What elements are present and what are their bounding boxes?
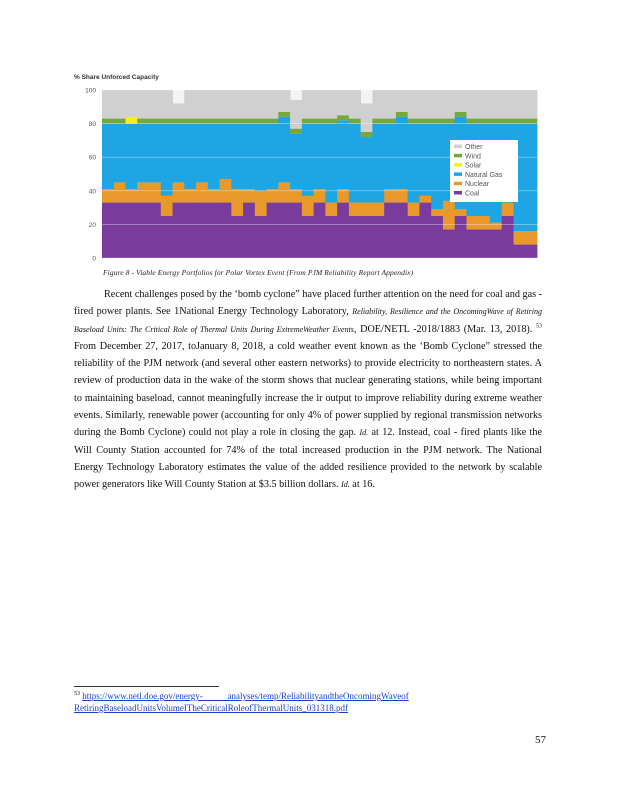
bar-segment-wind [196,119,208,124]
y-tick-label: 20 [88,221,96,229]
bar-segment-wind [466,119,478,124]
bar-segment-other [478,90,490,119]
bar-segment-solar [126,117,138,124]
bar-segment-other [466,90,478,119]
bar-segment-wind [431,119,443,124]
bar-segment-other [337,90,349,115]
bar-segment-wind [161,119,173,124]
bar-segment-coal [513,245,525,258]
bar-segment-other [220,90,232,119]
bar-segment-other [137,90,149,119]
bar-segment-coal [267,203,279,258]
bar-segment-natural-gas [161,124,173,196]
bar-segment-nuclear [302,196,314,216]
bar-segment-wind [278,112,290,117]
bar-segment-coal [220,203,232,258]
body-text-5: at 16. [352,479,375,491]
bar-segment-nuclear [149,182,161,202]
bar-segment-coal [302,216,314,258]
bar-segment-natural-gas [396,117,408,189]
y-tick-label: 100 [85,87,96,95]
bar-segment-other [102,90,114,119]
bar-segment-other [208,90,220,119]
bar-segment-other [161,90,173,119]
bar-segment-natural-gas [196,124,208,183]
bar-segment-wind [255,119,267,124]
bar-segment-other [302,90,314,119]
bar-segment-natural-gas [384,124,396,190]
bar-segment-natural-gas [302,124,314,196]
body-text-4: at 12. Instead, coal - fired plants like the Will County Station accounted for 74% of the total increased production in the PJM network. The National Energy Technology Laboratory estimates the value of the added resilience provided to the network by scalable power generators like Will County Station at $3.5 billion dollars. [74,427,543,491]
bar-segment-other [419,90,431,119]
bar-segment-wind [325,119,337,124]
bar-segment-nuclear [184,189,196,202]
bar-segment-nuclear [431,209,443,216]
bar-segment-natural-gas [419,124,431,196]
bar-segment-nuclear [513,231,525,244]
bar-segment-nuclear [443,201,455,230]
bar-segment-wind [267,119,279,124]
legend-label: Nuclear [465,181,490,189]
bar-segment-nuclear [372,203,384,216]
bar-segment-other [502,90,514,119]
bar-segment-natural-gas [314,124,326,190]
bar-segment-coal [137,203,149,258]
bar-segment-coal [361,216,373,258]
bar-segment-wind [502,119,514,124]
bar-segment-coal [196,203,208,258]
bar-segment-nuclear [455,209,467,216]
bar-segment-nuclear [396,189,408,202]
bar-segment-wind [231,119,243,124]
legend-label: Coal [465,190,480,198]
bar-segment-coal [384,203,396,258]
bar-segment-natural-gas [220,124,232,179]
bar-segment-nuclear [325,203,337,216]
bar-segment-nuclear [173,182,185,202]
footnote-url-line-1[interactable]: https://www.netl.doe.gov/energy- analyses/temp/ReliabilityandtheOncomingWaveof [82,691,409,701]
bar-segment-coal [502,216,514,258]
bar-segment-wind [290,129,302,134]
figure-chart [74,74,554,270]
bar-segment-coal [478,229,490,258]
bar-segment-wind [137,119,149,124]
bar-segment-other [431,90,443,119]
bar-segment-natural-gas [137,124,149,183]
bar-segment-natural-gas [184,124,196,190]
bar-segment-other [455,90,467,112]
page-number: 57 [535,734,546,746]
bar-segment-other [349,90,361,119]
bar-segment-natural-gas [208,124,220,190]
body-paragraph [74,286,542,494]
bar-segment-nuclear [126,189,138,202]
bar-segment-coal [466,229,478,258]
bar-segment-wind [349,119,361,124]
bar-segment-coal [255,216,267,258]
bar-segment-other [290,100,302,129]
bar-segment-nuclear [102,189,114,202]
bar-segment-coal [455,216,467,258]
bar-segment-nuclear [337,189,349,202]
bar-segment-natural-gas [278,117,290,183]
bar-segment-wind [396,112,408,117]
bar-segment-natural-gas [231,124,243,190]
body-text [74,286,542,494]
bar-segment-wind [102,119,114,124]
body-text-1: Recent challenges posed by the ‘bomb cyclone” have placed further attention on the need for coal and gas -fired power plants. See 1National Energy Technology Laboratory, [74,289,542,318]
bar-segment-nuclear [196,182,208,202]
bar-segment-nuclear [490,223,502,230]
bar-segment-nuclear [384,189,396,202]
bar-segment-other [443,90,455,119]
bar-segment-natural-gas [290,134,302,189]
bar-segment-wind [337,115,349,120]
bar-segment-coal [184,203,196,258]
bar-segment-nuclear [243,189,255,202]
bar-segment-coal [314,203,326,258]
bar-segment-coal [490,229,502,258]
y-tick-label: 60 [88,154,96,162]
bar-segment-coal [325,216,337,258]
bar-segment-other [255,90,267,119]
bar-segment-other [278,90,290,112]
bar-segment-coal [126,203,138,258]
bar-segment-natural-gas [361,137,373,203]
footnote [74,690,544,714]
bar-segment-wind [314,119,326,124]
bar-segment-coal [173,203,185,258]
bar-segment-coal [208,203,220,258]
id-citation: Id. [341,480,350,490]
legend-label: Natural Gas [465,171,503,179]
bar-segment-coal [525,245,537,258]
bar-segment-other [267,90,279,119]
bar-segment-nuclear [255,191,267,216]
bar-segment-other [184,90,196,119]
bar-segment-other [513,90,525,119]
bar-segment-wind [525,119,537,124]
legend-label: Solar [465,162,482,170]
bar-segment-wind [208,119,220,124]
body-text-2: , DOE/NETL -2018/1883 (Mar. 13, 2018). [353,323,533,335]
footnote-url-line-2[interactable]: RetiringBaseloadUnitsVolumeITheCriticalRoleofThermalUnits_031318.pdf [74,703,349,713]
bar-segment-wind [361,132,373,137]
bar-segment-nuclear [278,182,290,202]
bar-segment-other [196,90,208,119]
y-tick-label: 40 [88,188,96,196]
bar-segment-natural-gas [126,124,138,190]
bar-segment-other [361,103,373,132]
bar-segment-wind [408,119,420,124]
bar-segment-coal [243,203,255,258]
bar-segment-coal [290,203,302,258]
chart-title: % Share Unforced Capacity [74,74,159,81]
bar-segment-nuclear [361,203,373,216]
bar-segment-coal [161,216,173,258]
bar-segment-nuclear [408,203,420,216]
legend-swatch [454,191,462,195]
y-tick-label: 80 [88,121,96,129]
bar-segment-coal [431,216,443,258]
footnote-link[interactable] [74,691,409,713]
stacked-bar-chart [74,74,554,270]
bar-segment-natural-gas [337,120,349,189]
bar-segment-coal [408,216,420,258]
bar-segment-wind [149,119,161,124]
bar-segment-coal [349,216,361,258]
bar-segment-coal [278,203,290,258]
bar-segment-wind [184,119,196,124]
bar-segment-natural-gas [431,124,443,210]
bar-segment-nuclear [208,189,220,202]
bar-segment-nuclear [267,189,279,202]
legend-swatch [454,182,462,186]
legend-swatch [454,172,462,176]
bar-segment-other [231,90,243,119]
bar-segment-nuclear [478,216,490,229]
bar-segment-other [325,90,337,119]
legend-swatch [454,154,462,158]
bar-segment-nuclear [114,182,126,202]
bar-segment-other [173,103,185,118]
bar-segment-other [525,90,537,119]
bar-segment-coal [419,203,431,258]
bar-segment-coal [372,216,384,258]
bar-segment-natural-gas [243,124,255,190]
bar-segment-other [372,90,384,119]
bar-segment-nuclear [137,182,149,202]
bar-segment-nuclear [290,189,302,202]
bar-segment-wind [419,119,431,124]
report-title: Reliability, Resilience and the OncomingWave of Retiring Baseload Units: The Critical Role of Thermal Units During ExtremeWeather Events [74,307,543,334]
bar-segment-nuclear [502,203,514,216]
bar-segment-wind [114,119,126,124]
legend-label: Wind [465,153,481,161]
bar-segment-natural-gas [173,124,185,183]
bar-segment-natural-gas [102,124,114,190]
bar-segment-other [149,90,161,119]
bar-segment-nuclear [466,216,478,229]
bar-segment-wind [455,112,467,117]
bar-segment-other [384,90,396,119]
bar-segment-nuclear [349,203,361,216]
legend-swatch [454,145,462,149]
bar-segment-other [396,90,408,112]
bar-segment-nuclear [525,231,537,244]
bar-segment-other [408,90,420,119]
bar-segment-wind [513,119,525,124]
bar-segment-nuclear [419,196,431,203]
bar-segment-other [126,90,138,117]
bar-segment-coal [443,229,455,258]
footnote-number: 53 [74,691,80,697]
bar-segment-natural-gas [114,124,126,183]
bar-segment-coal [231,216,243,258]
bar-segment-coal [102,203,114,258]
bar-segment-coal [149,203,161,258]
bar-segment-other [314,90,326,119]
bar-segment-wind [490,119,502,124]
bar-segment-nuclear [231,189,243,216]
footnote-ref[interactable]: 53 [536,323,542,330]
figure-caption: Figure 8 - Viable Energy Portfolios for Polar Vortex Event (From PJM Reliability Report Appendix) [103,268,414,277]
bar-segment-natural-gas [525,124,537,232]
id-citation: Id. [359,428,369,438]
bar-segment-other [114,90,126,119]
bar-segment-other [243,90,255,119]
bar-segment-wind [173,119,185,124]
bar-segment-wind [220,119,232,124]
legend-label: Other [465,144,483,151]
bar-segment-wind [302,119,314,124]
bar-segment-coal [337,203,349,258]
bar-segment-wind [443,119,455,124]
y-tick-label: 0 [92,255,96,263]
bar-segment-nuclear [314,189,326,202]
bar-segment-coal [396,203,408,258]
bar-segment-coal [114,203,126,258]
body-text-3: From December 27, 2017, toJanuary 8, 2018, a cold weather event known as the ‘Bomb Cyclone” stressed the reliability of the PJM network (and several other eastern networks) to provide electricity to northeastern states. A review of production data in the wake of the storm shows that nuclear generating stations, while being important to maintaining baseload, cannot meaningfully increase the ir output to improve reliability during extreme weather events. Similarly, renewable power (accounting for only 4% of power supplied by regional transmission networks during the Bomb Cyclone) could not play a role in closing the gap. [74,340,542,439]
bar-segment-wind [372,119,384,124]
bar-segment-wind [384,119,396,124]
bar-segment-natural-gas [149,124,161,183]
legend-swatch [454,163,462,167]
bar-segment-wind [243,119,255,124]
footnote-divider [74,686,219,687]
bar-segment-other [490,90,502,119]
bar-segment-nuclear [161,196,173,216]
bar-segment-wind [478,119,490,124]
bar-segment-natural-gas [267,124,279,190]
